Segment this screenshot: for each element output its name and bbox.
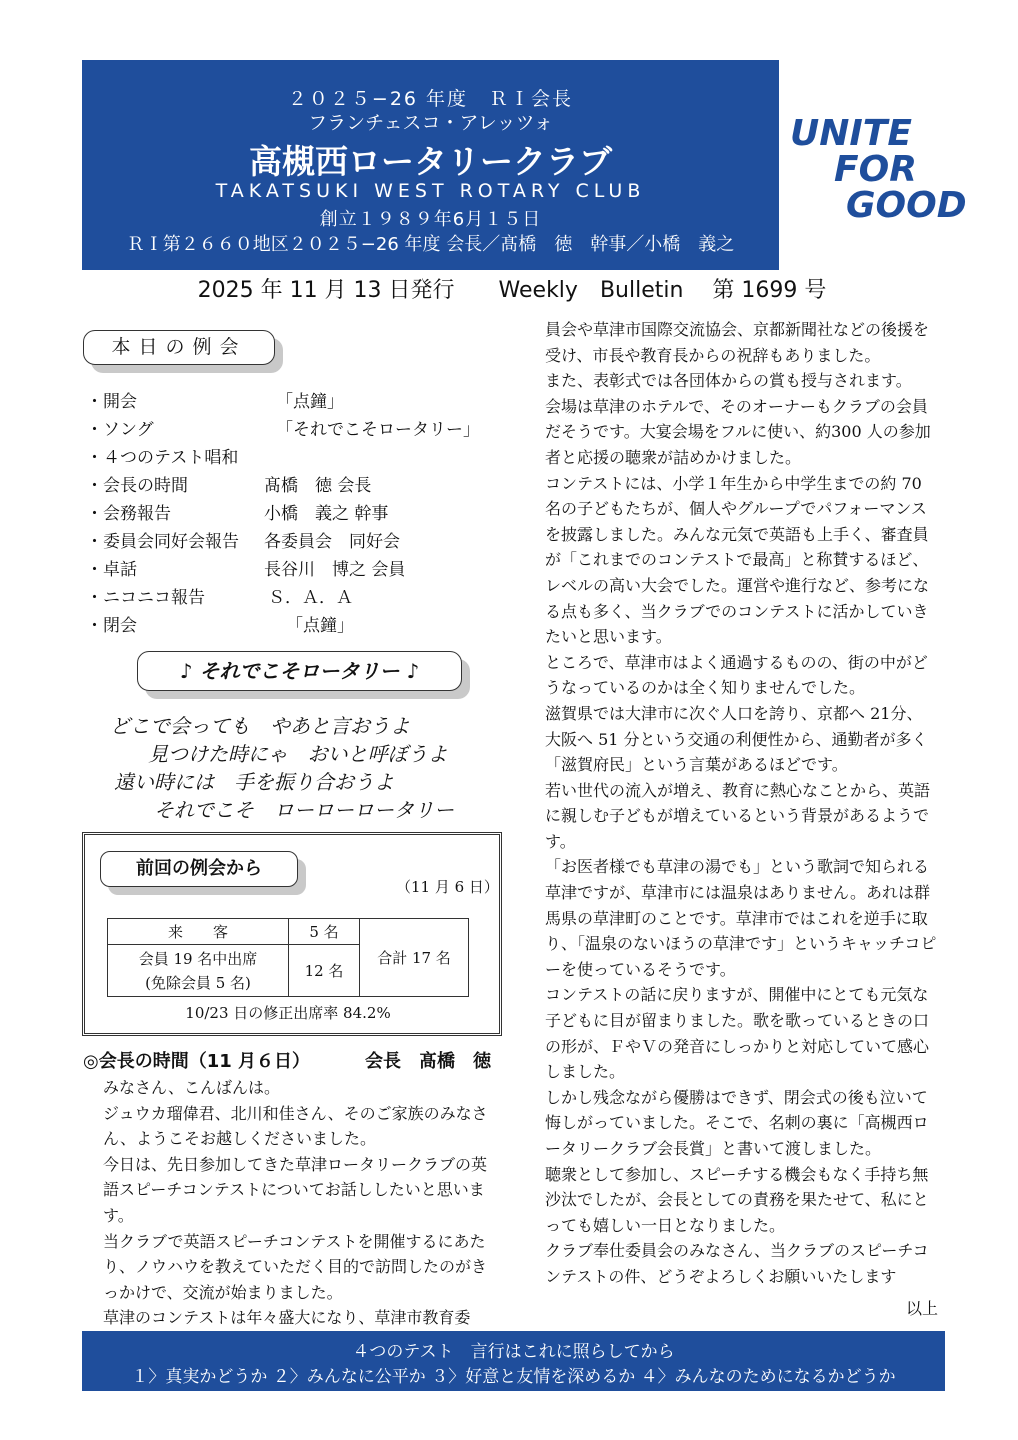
agenda-item: ・４つのテスト唱和 xyxy=(86,448,239,468)
agenda-value: 小橋 義之 幹事 xyxy=(264,504,389,524)
members-label-line: (免除会員 5 名) xyxy=(145,973,251,992)
guests-label: 来 客 xyxy=(108,919,289,945)
today-meeting-title: 本日の例会 xyxy=(83,330,275,365)
agenda-item: ・会長の時間 xyxy=(86,476,188,496)
agenda-value: 「点鐘」 xyxy=(286,616,354,636)
attendance-total: 合計 17 名 xyxy=(360,919,469,997)
agenda-item: ・開会 xyxy=(86,392,137,412)
closing-mark: 以上 xyxy=(906,1299,939,1318)
paragraph: 会場は草津のホテルで、そのオーナーもクラブの会員だそうです。大宴会場をフルに使い、約300 人の参加者と応援の聴衆が詰めかけました。 xyxy=(545,396,931,467)
club-name-english: TAKATSUKI WEST ROTARY CLUB xyxy=(215,180,646,202)
president-text-right xyxy=(545,317,937,1290)
logo-word: UNITE xyxy=(790,113,912,154)
club-name: 高槻西ロータリークラブ xyxy=(249,142,612,181)
issue-line: 2025 年 11 月 13 日発行 Weekly Bulletin 第 1699 号 xyxy=(197,278,827,303)
paragraph: クラブ奉仕委員会のみなさん、当クラブのスピーチコンテストの件、どうぞよろしくお願いいたします xyxy=(545,1241,929,1286)
lyric-line: 見つけた時にゃ おいと呼ぼうよ xyxy=(148,742,448,766)
agenda-item: ・ニコニコ報告 xyxy=(86,588,205,608)
paragraph: 若い世代の流入が増え、教育に熱心なことから、英語に親しむ子どもが増えているという背景があるようです。 xyxy=(545,780,930,851)
paragraph: みなさん、こんばんは。 xyxy=(103,1078,280,1097)
agenda-item: ・卓話 xyxy=(86,560,137,580)
four-way-test-footer xyxy=(82,1331,945,1391)
attendance-table xyxy=(107,918,469,997)
lyric-line: どこで会っても やあと言おうよ xyxy=(110,714,410,738)
song-title: ♪ それでこそロータリー ♪ xyxy=(137,651,462,691)
agenda-value: 長谷川 博之 会員 xyxy=(264,560,406,580)
logo-word: GOOD xyxy=(846,185,967,226)
paragraph: 「お医者様でも草津の湯でも」という歌詞で知られる草津ですが、草津市には温泉はありません。あれは群馬県の草津町のことです。草津市ではこれを逆手に取り、「温泉のないほうの草津です」というキャッチコピーを使っているそうです。 xyxy=(545,857,937,979)
speaker-name: 会長 髙橋 徳 xyxy=(365,1051,491,1072)
paragraph: 滋賀県では大津市に次ぐ人口を誇り、京都へ 21分、大阪へ 51 分という交通の利便性から、通勤者が多く「滋賀府民」という言葉があるほどです。 xyxy=(545,703,928,775)
unite-for-good-logo xyxy=(790,113,967,226)
members-label xyxy=(108,945,289,997)
agenda-value: 各委員会 同好会 xyxy=(264,532,400,552)
ri-year-line: ２０２５−26 年度 ＲＩ会長 xyxy=(287,88,574,110)
masthead xyxy=(82,60,779,270)
paragraph: しかし残念ながら優勝はできず、閉会式の後も泣いて悔しがっていました。そこで、名刺の裏に「高槻西ロータリークラブ会長賞」と書いて渡しました。 xyxy=(545,1087,929,1158)
section-heading: ◎会長の時間（11 月６日） xyxy=(83,1051,311,1072)
agenda-item: ・委員会同好会報告 xyxy=(86,532,239,552)
president-text-left xyxy=(103,1075,496,1331)
paragraph: 当クラブで英語スピーチコンテストを開催するにあたり、ノウハウを教えていただく目的で訪問したのがきっかけで、交流が始まりました。 xyxy=(103,1231,488,1302)
ri-president-name: フランチェスコ・アレッツォ xyxy=(308,112,553,134)
agenda-value: Ｓ．Ａ．Ａ xyxy=(268,588,353,608)
president-time-heading xyxy=(83,1047,503,1073)
lyric-line: 遠い時には 手を振り合おうよ xyxy=(114,770,394,794)
four-way-test-title: ４つのテスト 言行はこれに照らしてから xyxy=(352,1342,675,1362)
agenda-value: 「点鐘」 xyxy=(276,392,344,412)
paragraph: 草津のコンテストは年々盛大になり、草津市教育委 xyxy=(103,1308,471,1328)
agenda-value: 髙橋 徳 会長 xyxy=(264,476,372,496)
four-way-test-items: １〉真実かどうか ２〉みんなに公平か ３〉好意と友情を深めるか ４〉みんなのためになるかどうか xyxy=(131,1367,896,1387)
lyric-line: それでこそ ローローロータリー xyxy=(154,798,454,822)
previous-meeting-date: （11 月 6 日） xyxy=(396,878,499,896)
paragraph: また、表彰式では各団体からの賞も授与されます。 xyxy=(545,371,912,391)
agenda-item: ・閉会 xyxy=(86,616,137,636)
paragraph: コンテストには、小学１年生から中学生までの約 70 名の子どもたちが、個人やグループでパフォーマンスを披露しました。みんな元気で英語も上手く、審査員が「これまでのコンテストで最高」と称賛するほど、レベルの高い大会でした。運営や進行など、参考になる点も多く、当クラブでのコンテストに活かしていきたいと思います。 xyxy=(545,473,930,647)
paragraph: コンテストの話に戻りますが、開催中にとても元気な子どもに目が留まりました。歌を歌っているときの口の形が、ＦやＶの発音にしっかりと対応していて感心しました。 xyxy=(545,985,930,1082)
paragraph: 今日は、先日参加してきた草津ロータリークラブの英語スピーチコンテストについてお話ししたいと思います。 xyxy=(103,1154,488,1225)
agenda-value: 「それでこそロータリー」 xyxy=(276,420,480,440)
previous-meeting-title: 前回の例会から xyxy=(100,851,298,887)
paragraph: ジュウカ瑠偉君、北川和佳さん、そのご家族のみなさん、ようこそお越しくださいました。 xyxy=(103,1103,488,1149)
members-value: 12 名 xyxy=(289,945,360,997)
logo-word: FOR xyxy=(834,149,917,190)
agenda-item: ・ソング xyxy=(86,420,154,440)
founded-date: 創立１９８９年6月１５日 xyxy=(319,209,542,230)
table-row xyxy=(108,919,469,945)
district-officers: ＲＩ第２６６０地区２０２５−26 年度 会長／髙橋 徳 幹事／小橋 義之 xyxy=(126,234,735,255)
paragraph: ところで、草津市はよく通過するものの、街の中がどうなっているのかは全く知りませんでした。 xyxy=(545,652,928,698)
attendance-rate: 10/23 日の修正出席率 84.2% xyxy=(185,1004,391,1022)
members-label-line: 会員 19 名中出席 xyxy=(138,949,258,968)
paragraph: 聴衆として参加し、スピーチする機会もなく手持ち無沙汰でしたが、会長としての責務を果たせて、私にとっても嬉しい一日となりました。 xyxy=(545,1164,929,1235)
agenda-item: ・会務報告 xyxy=(86,504,171,524)
guests-value: 5 名 xyxy=(289,919,360,945)
paragraph: 員会や草津市国際交流協会、京都新聞社などの後援を受け、市長や教育長からの祝辞もありました。 xyxy=(545,320,930,365)
